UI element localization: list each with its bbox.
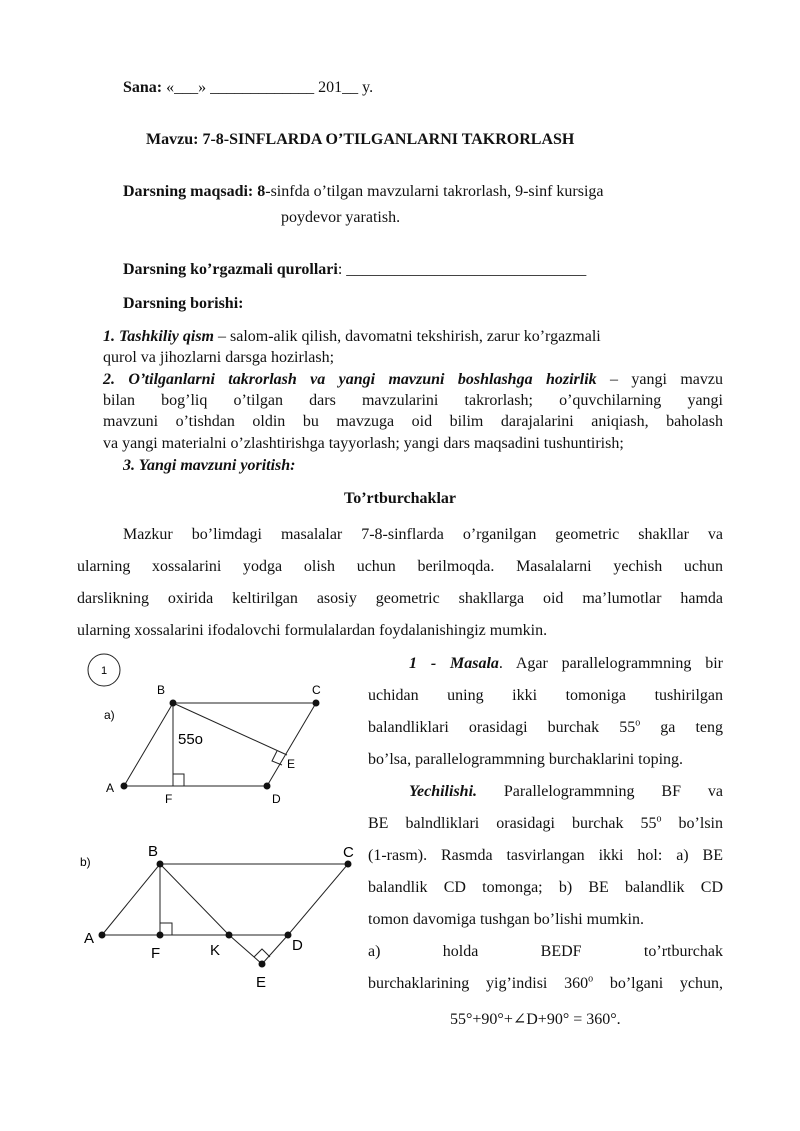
section-title: To’rtburchaklar — [343, 490, 456, 507]
step-3: 3. Yangi mavzuni yoritish: — [123, 457, 296, 474]
angle-label: 55o — [178, 731, 204, 748]
svg-text:A: A — [84, 930, 95, 947]
figure-part-a-label: a) — [104, 708, 115, 722]
problem-title: 1 - Masala — [409, 655, 499, 672]
svg-text:D: D — [292, 937, 303, 954]
svg-text:K: K — [210, 942, 221, 959]
date-label: Sana: — [123, 79, 163, 96]
svg-text:C: C — [312, 683, 321, 697]
svg-text:1: 1 — [100, 665, 108, 677]
svg-text:F: F — [151, 945, 161, 962]
svg-text:C: C — [343, 844, 354, 861]
parallelogram-b — [102, 864, 348, 964]
problem-line: 1 - Masala. Agar parallelogrammning bir — [409, 655, 723, 672]
goal-continuation: poydevor yaratish. — [281, 209, 401, 226]
svg-text:E: E — [256, 974, 267, 991]
svg-text:E: E — [287, 757, 296, 771]
step-2: 2. O’tilganlarni takrorlash va yangi mavzuni boshlashga hozirlik – yangi mavzu — [103, 371, 724, 388]
svg-text:F: F — [165, 792, 173, 806]
intro-line: Mazkur bo’limdagi masalalar 7-8-sinflarda o’rganilgan geometric shakllar va — [123, 526, 723, 543]
topic-label: Mavzu: — [146, 131, 199, 148]
intro-line: ularning xossalarini ifodalovchi formulalardan foydalanishingiz mumkin. — [77, 622, 548, 639]
angle-formula: 55°+90°+∠D+90° = 360°. — [450, 1011, 621, 1028]
lesson-course-label: Darsning borishi: — [123, 295, 244, 312]
visual-aids-line: Darsning ko’rgazmali qurollari: ______________________________ — [123, 261, 587, 278]
solution-title: Yechilishi. — [409, 783, 478, 800]
visual-aids-label: Darsning ko’rgazmali qurollari — [123, 261, 338, 278]
solution-line: Yechilishi. Parallelogrammning BF va — [409, 783, 723, 800]
goal-label: Darsning maqsadi: — [123, 183, 254, 200]
intro-line: ularning xossalarini yodga olish uchun berilmoqda. Masalalarni yechish uchun — [77, 558, 723, 575]
figure-part-b-label: b) — [80, 855, 91, 869]
svg-text:D: D — [272, 792, 281, 806]
parallelogram-a — [124, 703, 316, 786]
topic-title: 7-8-SINFLARDA O’TILGANLARNI TAKRORLASH — [198, 131, 575, 148]
lesson-goal: Darsning maqsadi: 8-sinfda o’tilgan mavzularni takrorlash, 9-sinf kursiga — [123, 183, 604, 200]
svg-text:A: A — [106, 781, 115, 795]
step-1: 1. Tashkiliy qism – salom-alik qilish, davomatni tekshirish, zarur ko’rgazmali — [103, 328, 601, 345]
svg-text:B: B — [148, 843, 159, 860]
svg-text:B: B — [157, 683, 166, 697]
date-value: «___» _____________ 201__ y. — [162, 79, 374, 96]
intro-line: darslikning oxirida keltirilgan asosiy geometric shakllarga oid ma’lumotlar hamda — [77, 590, 723, 607]
